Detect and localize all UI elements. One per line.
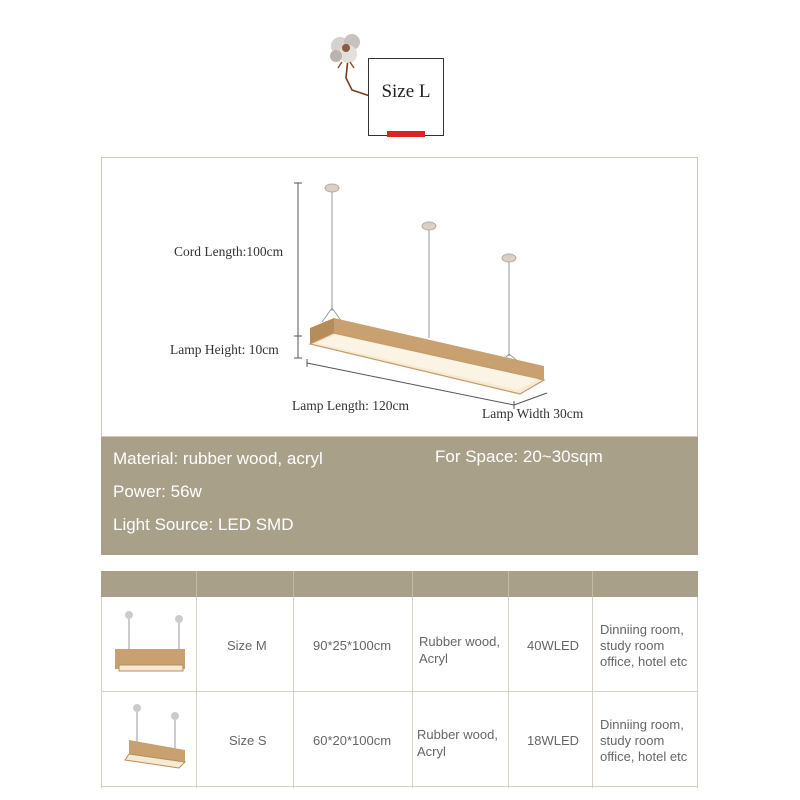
space-spec: For Space: 20~30sqm [435, 447, 603, 466]
use-cell-line1: Dinniing room, [600, 622, 684, 637]
lamp-length-label: Lamp Length: 120cm [292, 398, 409, 413]
size-cell: Size S [229, 733, 267, 748]
dimensions-cell: 60*20*100cm [313, 733, 392, 748]
lamp-thumbnail-size-m [109, 607, 189, 682]
size-badge-accent-bar [387, 131, 425, 137]
power-cell: 40WLED [527, 638, 580, 653]
material-cell-line1: Rubber wood, [417, 727, 498, 742]
material-cell-line2: Acryl [419, 651, 448, 666]
table-header [101, 571, 698, 597]
table-row [101, 692, 698, 787]
material-cell-line2: Acryl [417, 744, 446, 759]
use-cell-line2: study room [600, 733, 665, 748]
pendant-lamp-illustration [102, 158, 699, 438]
size-badge-label: Size L [381, 81, 431, 102]
material-spec: Material: rubber wood, acryl [113, 449, 323, 468]
spec-band [101, 437, 698, 555]
power-cell: 18WLED [527, 733, 580, 748]
material-cell-line1: Rubber wood, [419, 634, 500, 649]
cord-length-label: Cord Length:100cm [174, 244, 284, 259]
product-diagram [101, 157, 698, 437]
size-cell: Size M [227, 638, 267, 653]
use-cell-line3: office, hotel etc [600, 654, 688, 669]
light-source-spec: Light Source: LED SMD [113, 515, 294, 534]
use-cell-line1: Dinniing room, [600, 717, 684, 732]
product-size-table [101, 571, 698, 788]
power-spec: Power: 56w [113, 482, 202, 501]
use-cell-line3: office, hotel etc [600, 749, 688, 764]
size-badge [368, 58, 444, 136]
dimensions-cell: 90*25*100cm [313, 638, 392, 653]
use-cell-line2: study room [600, 638, 665, 653]
lamp-width-label: Lamp Width 30cm [482, 406, 584, 421]
table-row [101, 597, 698, 692]
lamp-thumbnail-size-s [109, 700, 189, 780]
lamp-height-label: Lamp Height: 10cm [170, 342, 279, 357]
